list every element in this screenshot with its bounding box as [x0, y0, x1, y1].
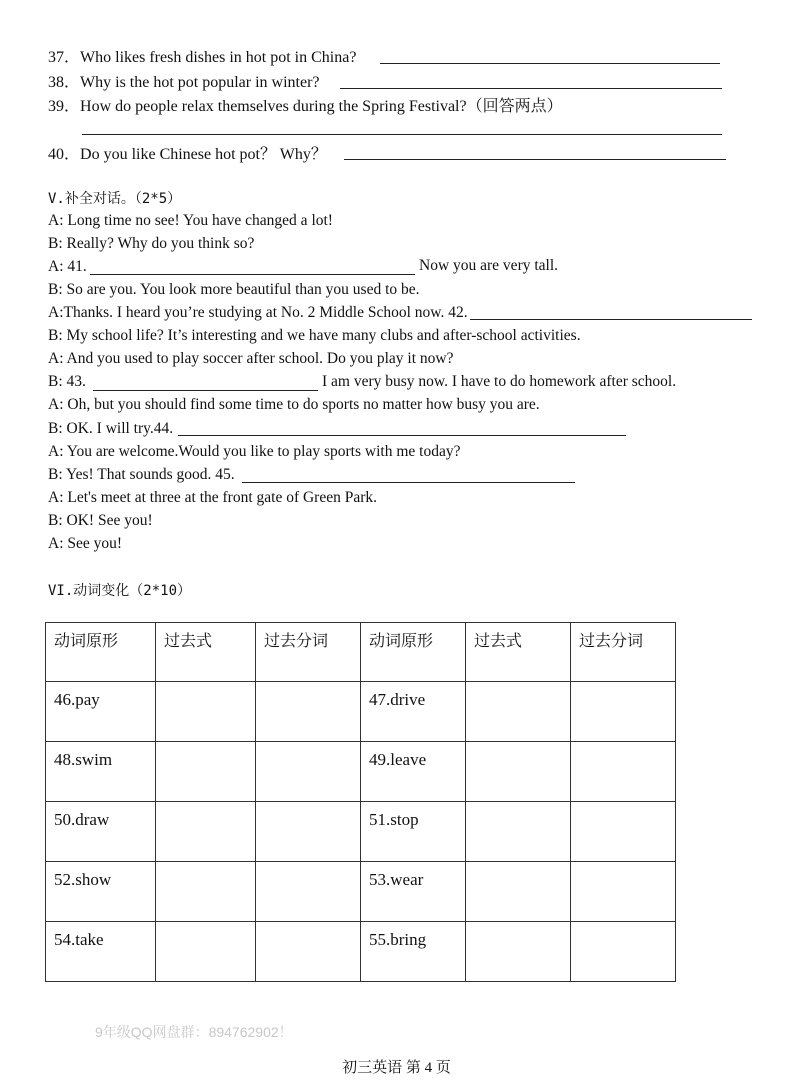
answer-cell[interactable] — [466, 802, 571, 862]
dialogue-line: A: Long time no see! You have changed a lot! — [48, 212, 333, 229]
question-38 — [48, 69, 320, 92]
verb-cell: 52.show — [46, 862, 156, 922]
table-row — [46, 742, 676, 802]
answer-cell[interactable] — [466, 862, 571, 922]
answer-cell[interactable] — [571, 682, 676, 742]
verb-cell: 46.pay — [46, 682, 156, 742]
table-row — [46, 862, 676, 922]
dialogue-line: B: So are you. You look more beautiful than you used to be. — [48, 281, 420, 298]
header-past-participle: 过去分词 — [256, 623, 361, 682]
answer-line-43[interactable] — [93, 390, 318, 391]
answer-cell[interactable] — [156, 862, 256, 922]
question-number: 37． — [48, 49, 81, 66]
dialogue-line-44: B: OK. I will try.44. — [48, 420, 174, 437]
table-row — [46, 802, 676, 862]
verb-cell: 55.bring — [361, 922, 466, 982]
dialogue-line-43: B: 43. — [48, 373, 86, 390]
answer-line-38[interactable] — [340, 88, 722, 89]
question-number: 39． — [48, 98, 81, 115]
answer-line-45[interactable] — [242, 482, 575, 483]
verb-cell: 54.take — [46, 922, 156, 982]
answer-line-41[interactable] — [90, 274, 415, 275]
answer-line-42[interactable] — [470, 319, 752, 320]
verb-cell: 47.drive — [361, 682, 466, 742]
question-text: Who likes fresh dishes in hot pot in China? — [80, 49, 357, 66]
dialogue-line: A: See you! — [48, 535, 123, 552]
answer-line-37[interactable] — [380, 63, 720, 64]
answer-line-39[interactable] — [82, 134, 722, 135]
answer-cell[interactable] — [156, 682, 256, 742]
table-row — [46, 682, 676, 742]
verb-cell: 51.stop — [361, 802, 466, 862]
section-5-title: V.补全对话。（2*5） — [48, 191, 182, 207]
dialogue-line: A: You are welcome.Would you like to play sports with me today? — [48, 443, 461, 460]
question-text: Why is the hot pot popular in winter? — [80, 74, 320, 91]
answer-cell[interactable] — [256, 922, 361, 982]
answer-cell[interactable] — [156, 922, 256, 982]
answer-line-44[interactable] — [178, 435, 626, 436]
answer-cell[interactable] — [256, 862, 361, 922]
answer-line-40[interactable] — [344, 159, 726, 160]
question-text: How do people relax themselves during the Spring Festival?（回答两点） — [80, 98, 563, 115]
dialogue-line-41-tail: Now you are very tall. — [419, 257, 559, 274]
answer-cell[interactable] — [256, 682, 361, 742]
header-past-tense: 过去式 — [156, 623, 256, 682]
answer-cell[interactable] — [571, 802, 676, 862]
answer-cell[interactable] — [466, 922, 571, 982]
header-past-participle: 过去分词 — [571, 623, 676, 682]
answer-cell[interactable] — [256, 742, 361, 802]
section-6-title: VI.动词变化（2*10） — [48, 583, 192, 599]
verb-cell: 53.wear — [361, 862, 466, 922]
question-39 — [48, 93, 563, 116]
dialogue-line-42: A:Thanks. I heard you’re studying at No. 2 Middle School now. 42. — [48, 304, 468, 321]
answer-cell[interactable] — [466, 682, 571, 742]
dialogue-line: B: OK! See you! — [48, 512, 153, 529]
question-40 — [48, 141, 327, 164]
verb-cell: 50.draw — [46, 802, 156, 862]
question-37 — [48, 44, 356, 67]
answer-cell[interactable] — [571, 922, 676, 982]
question-number: 38． — [48, 74, 81, 91]
question-number: 40． — [48, 146, 81, 163]
header-past-tense: 过去式 — [466, 623, 571, 682]
verb-table — [45, 622, 676, 982]
dialogue-line: A: Let's meet at three at the front gate of Green Park. — [48, 489, 378, 506]
verb-cell: 48.swim — [46, 742, 156, 802]
table-row — [46, 922, 676, 982]
dialogue-line-43-tail: I am very busy now. I have to do homework after school. — [322, 373, 677, 390]
question-text: Do you like Chinese hot pot？ Why？ — [80, 146, 327, 163]
dialogue-line: A: Oh, but you should find some time to do sports no matter how busy you are. — [48, 396, 540, 413]
answer-cell[interactable] — [256, 802, 361, 862]
table-header-row — [46, 623, 676, 682]
answer-cell[interactable] — [571, 742, 676, 802]
dialogue-line: B: Really? Why do you think so? — [48, 235, 255, 252]
dialogue-line: B: My school life? It’s interesting and we have many clubs and after-school activities. — [48, 327, 581, 344]
answer-cell[interactable] — [571, 862, 676, 922]
dialogue-line-45: B: Yes! That sounds good. 45. — [48, 466, 235, 483]
page-footer: 初三英语 第 4 页 — [342, 1060, 451, 1076]
dialogue-line-41: A: 41. — [48, 258, 87, 275]
answer-cell[interactable] — [466, 742, 571, 802]
dialogue-line: A: And you used to play soccer after school. Do you play it now? — [48, 350, 454, 367]
watermark: 9年级QQ网盘群：894762902！ — [95, 1024, 293, 1040]
answer-cell[interactable] — [156, 802, 256, 862]
answer-cell[interactable] — [156, 742, 256, 802]
header-base-form: 动词原形 — [361, 623, 466, 682]
header-base-form: 动词原形 — [46, 623, 156, 682]
verb-cell: 49.leave — [361, 742, 466, 802]
